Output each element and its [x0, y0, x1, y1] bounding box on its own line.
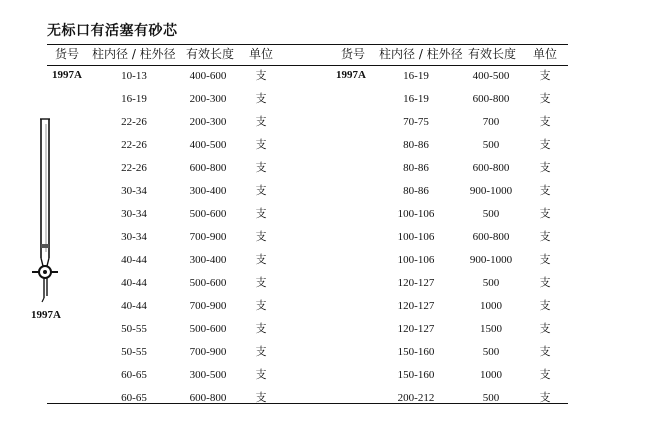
- cell-unit: 支: [255, 345, 267, 358]
- cell-length: 500-600: [189, 323, 227, 335]
- cell-diameter: 70-75: [403, 116, 429, 128]
- cell-unit: 支: [539, 230, 551, 243]
- cell-unit: 支: [539, 161, 551, 174]
- cell-diameter: 50-55: [121, 323, 147, 335]
- cell-diameter: 150-160: [397, 346, 435, 358]
- cell-diameter: 120-127: [397, 277, 435, 289]
- cell-unit: 支: [539, 391, 551, 404]
- cell-length: 900-1000: [469, 185, 513, 197]
- cell-unit: 支: [255, 368, 267, 381]
- cell-diameter: 30-34: [121, 185, 147, 197]
- cell-unit: 支: [539, 299, 551, 312]
- cell-diameter: 40-44: [121, 277, 147, 289]
- cell-unit: 支: [255, 276, 267, 289]
- header-diameter-right: 柱内径 / 柱外径: [379, 47, 463, 61]
- cell-unit: 支: [539, 276, 551, 289]
- cell-length: 500-600: [189, 277, 227, 289]
- cell-length: 300-400: [189, 254, 227, 266]
- cell-length: 1000: [480, 300, 502, 312]
- cell-length: 500: [482, 208, 500, 220]
- cell-unit: 支: [539, 345, 551, 358]
- cell-length: 400-500: [472, 70, 510, 82]
- cell-length: 600-800: [189, 392, 227, 404]
- cell-length: 700: [482, 116, 500, 128]
- page-title: 无标口有活塞有砂芯: [47, 23, 178, 39]
- cell-length: 1000: [480, 369, 502, 381]
- cell-diameter: 200-212: [397, 392, 435, 404]
- cell-length: 700-900: [189, 300, 227, 312]
- cell-diameter: 16-19: [403, 70, 429, 82]
- header-length-left: 有效长度: [186, 47, 235, 61]
- cell-diameter: 16-19: [403, 93, 429, 105]
- cell-length: 600-800: [472, 162, 510, 174]
- cell-length: 600-800: [472, 231, 510, 243]
- cell-diameter: 150-160: [397, 369, 435, 381]
- cell-unit: 支: [539, 184, 551, 197]
- cell-diameter: 10-13: [121, 70, 147, 82]
- chromatography-column-illustration: [29, 118, 61, 306]
- cell-length: 300-400: [189, 185, 227, 197]
- cell-length: 900-1000: [469, 254, 513, 266]
- cell-unit: 支: [539, 138, 551, 151]
- cell-unit: 支: [539, 368, 551, 381]
- cell-diameter: 80-86: [403, 185, 429, 197]
- cell-diameter: 30-34: [121, 231, 147, 243]
- cell-length: 500: [482, 277, 500, 289]
- illustration-label: 1997A: [31, 309, 61, 321]
- cell-diameter: 50-55: [121, 346, 147, 358]
- cell-length: 500: [482, 392, 500, 404]
- item-code-left: 1997A: [52, 69, 82, 81]
- cell-length: 200-300: [189, 116, 227, 128]
- cell-diameter: 22-26: [121, 139, 147, 151]
- header-diameter-left: 柱内径 / 柱外径: [92, 47, 176, 61]
- cell-diameter: 60-65: [121, 392, 147, 404]
- cell-unit: 支: [539, 322, 551, 335]
- cell-unit: 支: [539, 69, 551, 82]
- cell-length: 700-900: [189, 346, 227, 358]
- cell-diameter: 60-65: [121, 369, 147, 381]
- cell-unit: 支: [255, 230, 267, 243]
- cell-unit: 支: [255, 299, 267, 312]
- cell-length: 1500: [480, 323, 502, 335]
- cell-diameter: 30-34: [121, 208, 147, 220]
- cell-unit: 支: [539, 92, 551, 105]
- cell-unit: 支: [255, 161, 267, 174]
- header-unit-right: 单位: [533, 47, 558, 61]
- cell-unit: 支: [255, 138, 267, 151]
- cell-length: 500-600: [189, 208, 227, 220]
- cell-unit: 支: [255, 207, 267, 220]
- cell-unit: 支: [255, 184, 267, 197]
- cell-diameter: 120-127: [397, 323, 435, 335]
- cell-unit: 支: [255, 253, 267, 266]
- cell-unit: 支: [539, 115, 551, 128]
- cell-diameter: 80-86: [403, 162, 429, 174]
- cell-unit: 支: [255, 322, 267, 335]
- cell-length: 600-800: [472, 93, 510, 105]
- header-item-no-left: 货号: [55, 47, 80, 61]
- cell-diameter: 80-86: [403, 139, 429, 151]
- cell-length: 400-600: [189, 70, 227, 82]
- cell-unit: 支: [255, 69, 267, 82]
- cell-length: 600-800: [189, 162, 227, 174]
- cell-diameter: 100-106: [397, 254, 435, 266]
- cell-diameter: 40-44: [121, 300, 147, 312]
- cell-diameter: 100-106: [397, 231, 435, 243]
- cell-unit: 支: [255, 115, 267, 128]
- cell-unit: 支: [539, 207, 551, 220]
- cell-length: 400-500: [189, 139, 227, 151]
- cell-diameter: 22-26: [121, 162, 147, 174]
- cell-length: 300-500: [189, 369, 227, 381]
- cell-diameter: 16-19: [121, 93, 147, 105]
- header-length-right: 有效长度: [468, 47, 517, 61]
- header-item-no-right: 货号: [341, 47, 366, 61]
- cell-diameter: 120-127: [397, 300, 435, 312]
- cell-length: 500: [482, 346, 500, 358]
- cell-unit: 支: [255, 92, 267, 105]
- cell-diameter: 40-44: [121, 254, 147, 266]
- cell-diameter: 22-26: [121, 116, 147, 128]
- cell-length: 200-300: [189, 93, 227, 105]
- cell-length: 500: [482, 139, 500, 151]
- header-unit-left: 单位: [249, 47, 274, 61]
- cell-unit: 支: [539, 253, 551, 266]
- cell-length: 700-900: [189, 231, 227, 243]
- item-code-right: 1997A: [336, 69, 366, 81]
- cell-unit: 支: [255, 391, 267, 404]
- cell-diameter: 100-106: [397, 208, 435, 220]
